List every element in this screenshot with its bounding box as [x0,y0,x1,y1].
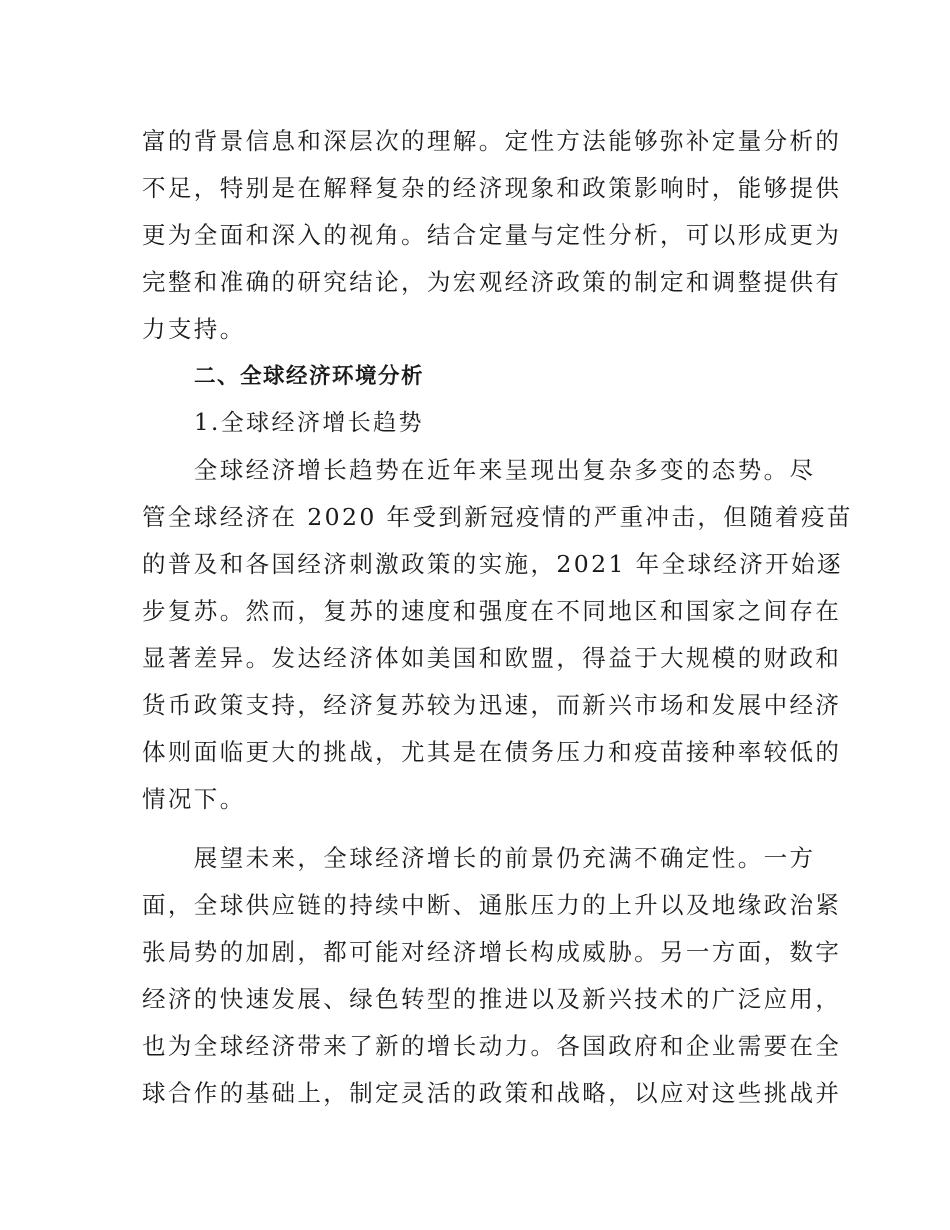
text-line: 张局势的加剧，都可能对经济增长构成威胁。另一方面，数字 [142,938,842,966]
text-line: 经济的快速发展、绿色转型的推进以及新兴技术的广泛应用， [142,985,842,1013]
section-heading: 二、全球经济环境分析 [194,364,425,389]
text-line: 面，全球供应链的持续中断、通胀压力的上升以及地缘政治紧 [142,891,842,919]
text-line: 球合作的基础上，制定灵活的政策和战略，以应对这些挑战并 [142,1079,842,1107]
text-line: 情况下。 [142,785,246,813]
text-line: 富的背景信息和深层次的理解。定性方法能够弥补定量分析的 [142,127,842,155]
text-line: 展望未来，全球经济增长的前景仍充满不确定性。一方 [142,844,816,872]
text-line: 显著差异。发达经济体如美国和欧盟，得益于大规模的财政和 [142,644,842,672]
text-line: 也为全球经济带来了新的增长动力。各国政府和企业需要在全 [142,1032,842,1060]
subsection-heading: 1.全球经济增长趋势 [194,410,424,436]
paragraph-outlook [142,835,842,1117]
text-line: 不足，特别是在解释复杂的经济现象和政策影响时，能够提供 [142,174,842,202]
text-line: 完整和准确的研究结论，为宏观经济政策的制定和调整提供有 [142,268,842,296]
text-line: 全球经济增长趋势在近年来呈现出复杂多变的态势。尽 [142,456,816,484]
paragraph-growth-trend [142,447,853,823]
text-line: 步复苏。然而，复苏的速度和强度在不同地区和国家之间存在 [142,597,842,625]
document-body [142,118,853,1117]
paragraph-methods-summary [142,118,842,353]
text-line: 的普及和各国经济刺激政策的实施，2021 年全球经济开始逐 [142,550,843,578]
text-line: 体则面临更大的挑战，尤其是在债务压力和疫苗接种率较低的 [142,738,842,766]
text-line: 货币政策支持，经济复苏较为迅速，而新兴市场和发展中经济 [142,691,842,719]
text-line: 力支持。 [142,315,246,343]
text-line: 管全球经济在 2020 年受到新冠疫情的严重冲击，但随着疫苗 [142,503,853,531]
text-line: 更为全面和深入的视角。结合定量与定性分析，可以形成更为 [142,221,842,249]
paragraph-gap [142,823,812,835]
